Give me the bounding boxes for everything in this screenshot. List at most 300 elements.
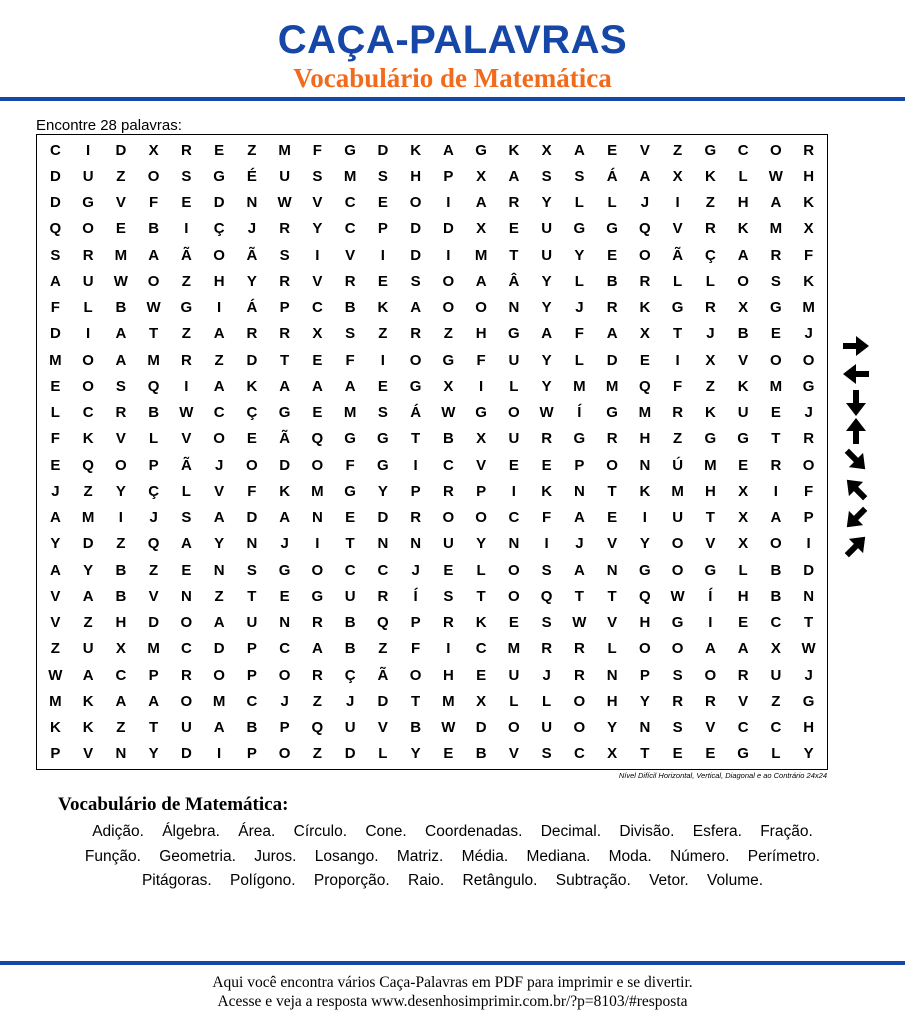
grid-cell[interactable]: G <box>344 141 356 159</box>
grid-cell[interactable]: R <box>770 246 782 264</box>
grid-cell[interactable]: G <box>737 745 749 763</box>
grid-cell[interactable]: G <box>442 351 455 369</box>
grid-cell[interactable]: L <box>705 272 715 290</box>
grid-cell[interactable]: G <box>573 220 586 238</box>
grid-cell[interactable]: M <box>343 167 357 185</box>
grid-cell[interactable]: I <box>413 456 418 474</box>
grid-cell[interactable]: Y <box>377 482 388 500</box>
grid-cell[interactable]: O <box>147 272 160 290</box>
grid-cell[interactable]: A <box>573 141 585 159</box>
grid-cell[interactable]: M <box>573 377 586 395</box>
grid-cell[interactable]: X <box>672 167 683 185</box>
grid-cell[interactable]: X <box>115 640 126 658</box>
grid-cell[interactable]: K <box>82 719 94 737</box>
grid-cell[interactable]: B <box>115 299 127 317</box>
grid-cell[interactable]: K <box>803 272 815 290</box>
grid-cell[interactable]: R <box>180 141 192 159</box>
grid-cell[interactable]: A <box>213 377 225 395</box>
grid-cell[interactable]: M <box>704 456 717 474</box>
grid-cell[interactable]: V <box>705 535 716 553</box>
grid-cell[interactable]: Í <box>413 587 418 605</box>
grid-cell[interactable]: L <box>83 299 93 317</box>
grid-cell[interactable]: G <box>704 561 717 579</box>
grid-cell[interactable]: Ç <box>246 404 258 422</box>
grid-cell[interactable]: R <box>246 325 258 343</box>
grid-cell[interactable]: V <box>607 614 618 632</box>
grid-cell[interactable]: F <box>345 456 355 474</box>
grid-cell[interactable]: I <box>544 535 549 553</box>
grid-cell[interactable]: K <box>737 220 749 238</box>
grid-cell[interactable]: S <box>279 246 290 264</box>
grid-cell[interactable]: R <box>672 404 684 422</box>
grid-cell[interactable]: Z <box>83 482 93 500</box>
grid-cell[interactable]: O <box>770 351 782 369</box>
grid-cell[interactable]: E <box>50 456 61 474</box>
grid-cell[interactable]: Z <box>378 640 388 658</box>
grid-cell[interactable]: Í <box>708 587 713 605</box>
grid-cell[interactable]: P <box>279 719 290 737</box>
grid-cell[interactable]: D <box>213 194 225 212</box>
grid-cell[interactable]: G <box>409 377 422 395</box>
grid-cell[interactable]: K <box>410 141 422 159</box>
grid-cell[interactable]: O <box>213 246 225 264</box>
grid-cell[interactable]: G <box>278 561 291 579</box>
grid-cell[interactable]: T <box>804 614 814 632</box>
grid-cell[interactable]: S <box>377 404 388 422</box>
grid-cell[interactable]: L <box>149 430 159 448</box>
grid-cell[interactable]: I <box>806 535 811 553</box>
grid-cell[interactable]: T <box>280 351 290 369</box>
grid-cell[interactable]: G <box>671 614 684 632</box>
grid-cell[interactable]: O <box>180 614 193 632</box>
grid-cell[interactable]: I <box>479 377 484 395</box>
grid-cell[interactable]: C <box>344 194 356 212</box>
grid-cell[interactable]: G <box>213 167 225 185</box>
grid-cell[interactable]: S <box>541 614 552 632</box>
grid-cell[interactable]: U <box>541 220 553 238</box>
grid-cell[interactable]: E <box>672 745 683 763</box>
grid-cell[interactable]: Q <box>311 719 324 737</box>
grid-cell[interactable]: Z <box>83 614 93 632</box>
grid-cell[interactable]: C <box>508 509 520 527</box>
grid-cell[interactable]: Q <box>311 430 324 448</box>
grid-cell[interactable]: A <box>475 272 487 290</box>
grid-cell[interactable]: O <box>671 640 684 658</box>
grid-cell[interactable]: Y <box>639 535 650 553</box>
grid-cell[interactable]: U <box>508 430 520 448</box>
grid-cell[interactable]: G <box>704 141 717 159</box>
grid-cell[interactable]: J <box>804 404 813 422</box>
grid-cell[interactable]: E <box>607 141 618 159</box>
grid-cell[interactable]: Ú <box>672 456 684 474</box>
grid-cell[interactable]: V <box>738 351 749 369</box>
grid-cell[interactable]: P <box>574 456 585 474</box>
grid-cell[interactable]: U <box>508 666 520 684</box>
grid-cell[interactable]: E <box>738 614 749 632</box>
grid-cell[interactable]: O <box>802 456 815 474</box>
grid-cell[interactable]: X <box>738 509 749 527</box>
grid-cell[interactable]: A <box>213 614 225 632</box>
grid-cell[interactable]: P <box>803 509 814 527</box>
grid-cell[interactable]: R <box>606 430 618 448</box>
grid-cell[interactable]: M <box>311 482 324 500</box>
grid-cell[interactable]: A <box>213 325 225 343</box>
grid-cell[interactable]: B <box>442 430 454 448</box>
grid-cell[interactable]: Y <box>541 194 552 212</box>
grid-cell[interactable]: T <box>149 325 159 343</box>
grid-cell[interactable]: G <box>573 430 586 448</box>
grid-cell[interactable]: O <box>508 404 520 422</box>
grid-cell[interactable]: Z <box>50 640 60 658</box>
grid-cell[interactable]: E <box>246 430 257 448</box>
grid-cell[interactable]: B <box>115 587 127 605</box>
grid-cell[interactable]: Z <box>771 692 781 710</box>
grid-cell[interactable]: Y <box>115 482 126 500</box>
grid-cell[interactable]: X <box>443 377 454 395</box>
grid-cell[interactable]: X <box>803 220 814 238</box>
grid-cell[interactable]: R <box>377 587 389 605</box>
grid-cell[interactable]: M <box>49 351 62 369</box>
grid-cell[interactable]: H <box>213 272 225 290</box>
grid-cell[interactable]: A <box>279 509 291 527</box>
grid-cell[interactable]: E <box>345 509 356 527</box>
grid-cell[interactable]: X <box>476 430 487 448</box>
grid-cell[interactable]: K <box>704 167 716 185</box>
grid-cell[interactable]: N <box>573 482 585 500</box>
grid-cell[interactable]: Á <box>246 299 258 317</box>
grid-cell[interactable]: L <box>50 404 60 422</box>
grid-cell[interactable]: R <box>279 220 291 238</box>
grid-cell[interactable]: S <box>312 167 323 185</box>
grid-cell[interactable]: K <box>475 614 487 632</box>
grid-cell[interactable]: U <box>508 351 520 369</box>
grid-cell[interactable]: K <box>377 299 389 317</box>
grid-cell[interactable]: A <box>148 692 160 710</box>
grid-cell[interactable]: R <box>639 272 651 290</box>
grid-cell[interactable]: T <box>640 745 650 763</box>
grid-cell[interactable]: T <box>509 246 519 264</box>
grid-cell[interactable]: E <box>181 194 192 212</box>
grid-cell[interactable]: B <box>770 587 782 605</box>
grid-cell[interactable]: E <box>639 351 650 369</box>
grid-cell[interactable]: J <box>345 692 355 710</box>
grid-cell[interactable]: U <box>82 272 94 290</box>
grid-cell[interactable]: V <box>607 535 618 553</box>
grid-cell[interactable]: K <box>279 482 291 500</box>
grid-cell[interactable]: L <box>574 272 584 290</box>
grid-cell[interactable]: S <box>770 272 781 290</box>
grid-cell[interactable]: C <box>344 220 356 238</box>
grid-cell[interactable]: J <box>411 561 420 579</box>
grid-cell[interactable]: U <box>770 666 782 684</box>
grid-cell[interactable]: Ã <box>672 246 684 264</box>
grid-cell[interactable]: N <box>508 535 520 553</box>
grid-cell[interactable]: B <box>737 325 749 343</box>
grid-cell[interactable]: G <box>802 377 815 395</box>
grid-cell[interactable]: P <box>148 456 159 474</box>
grid-cell[interactable]: J <box>214 456 224 474</box>
grid-cell[interactable]: R <box>344 272 356 290</box>
grid-cell[interactable]: P <box>410 482 421 500</box>
grid-cell[interactable]: R <box>803 141 815 159</box>
grid-cell[interactable]: A <box>704 640 716 658</box>
grid-cell[interactable]: O <box>508 587 520 605</box>
grid-cell[interactable]: U <box>541 246 553 264</box>
grid-cell[interactable]: D <box>803 561 815 579</box>
grid-cell[interactable]: G <box>344 482 356 500</box>
grid-cell[interactable]: A <box>180 535 192 553</box>
grid-cell[interactable]: M <box>81 509 95 527</box>
grid-cell[interactable]: L <box>738 561 748 579</box>
grid-cell[interactable]: C <box>344 561 356 579</box>
grid-cell[interactable]: G <box>671 299 684 317</box>
grid-cell[interactable]: L <box>509 692 519 710</box>
grid-cell[interactable]: G <box>606 220 618 238</box>
grid-cell[interactable]: Y <box>541 377 552 395</box>
grid-cell[interactable]: A <box>148 246 160 264</box>
grid-cell[interactable]: Y <box>541 351 552 369</box>
grid-cell[interactable]: P <box>50 745 61 763</box>
grid-cell[interactable]: O <box>671 535 684 553</box>
grid-cell[interactable]: J <box>280 692 289 710</box>
grid-cell[interactable]: H <box>442 666 454 684</box>
grid-cell[interactable]: U <box>246 614 258 632</box>
grid-cell[interactable]: D <box>475 719 487 737</box>
grid-cell[interactable]: Í <box>577 404 582 422</box>
grid-cell[interactable]: L <box>771 745 781 763</box>
grid-cell[interactable]: E <box>541 456 552 474</box>
grid-cell[interactable]: F <box>476 351 486 369</box>
grid-cell[interactable]: O <box>770 141 782 159</box>
grid-cell[interactable]: M <box>147 351 160 369</box>
grid-cell[interactable]: Ç <box>213 220 225 238</box>
grid-cell[interactable]: E <box>508 614 519 632</box>
grid-cell[interactable]: Z <box>705 194 715 212</box>
grid-cell[interactable]: Z <box>443 325 453 343</box>
grid-cell[interactable]: E <box>476 666 487 684</box>
grid-cell[interactable]: O <box>704 666 717 684</box>
grid-cell[interactable]: H <box>737 194 749 212</box>
grid-cell[interactable]: B <box>344 640 356 658</box>
grid-cell[interactable]: O <box>82 377 94 395</box>
grid-cell[interactable]: S <box>672 719 683 737</box>
grid-cell[interactable]: E <box>607 509 618 527</box>
grid-cell[interactable]: C <box>246 692 258 710</box>
grid-cell[interactable]: D <box>49 194 61 212</box>
grid-cell[interactable]: O <box>213 430 225 448</box>
grid-cell[interactable]: R <box>410 325 422 343</box>
grid-cell[interactable]: J <box>706 325 715 343</box>
grid-cell[interactable]: M <box>507 640 521 658</box>
grid-cell[interactable]: M <box>278 141 291 159</box>
grid-cell[interactable]: V <box>345 246 356 264</box>
grid-cell[interactable]: F <box>50 430 60 448</box>
grid-cell[interactable]: F <box>50 299 60 317</box>
grid-cell[interactable]: J <box>247 220 257 238</box>
grid-cell[interactable]: S <box>246 561 257 579</box>
grid-cell[interactable]: D <box>606 351 618 369</box>
grid-cell[interactable]: E <box>115 220 126 238</box>
grid-cell[interactable]: V <box>377 719 388 737</box>
grid-cell[interactable]: P <box>148 666 159 684</box>
grid-cell[interactable]: D <box>442 220 454 238</box>
grid-cell[interactable]: T <box>607 587 617 605</box>
grid-cell[interactable]: B <box>115 561 127 579</box>
grid-cell[interactable]: S <box>574 167 585 185</box>
grid-cell[interactable]: C <box>737 141 749 159</box>
grid-cell[interactable]: M <box>802 299 815 317</box>
grid-cell[interactable]: D <box>115 141 127 159</box>
grid-cell[interactable]: O <box>82 220 94 238</box>
grid-cell[interactable]: X <box>738 535 749 553</box>
grid-cell[interactable]: G <box>278 404 291 422</box>
grid-cell[interactable]: U <box>82 167 94 185</box>
grid-cell[interactable]: W <box>441 404 456 422</box>
grid-cell[interactable]: I <box>380 351 385 369</box>
grid-cell[interactable]: R <box>573 666 585 684</box>
grid-cell[interactable]: F <box>149 194 159 212</box>
grid-cell[interactable]: V <box>312 272 323 290</box>
grid-cell[interactable]: B <box>606 272 618 290</box>
grid-cell[interactable]: M <box>671 482 684 500</box>
grid-cell[interactable]: O <box>573 719 586 737</box>
grid-cell[interactable]: E <box>279 587 290 605</box>
grid-cell[interactable]: Z <box>214 351 224 369</box>
grid-cell[interactable]: R <box>704 692 716 710</box>
grid-cell[interactable]: N <box>508 299 520 317</box>
grid-cell[interactable]: X <box>312 325 323 343</box>
grid-cell[interactable]: X <box>738 299 749 317</box>
grid-cell[interactable]: S <box>181 167 192 185</box>
grid-cell[interactable]: S <box>541 561 552 579</box>
grid-cell[interactable]: M <box>442 692 455 710</box>
grid-cell[interactable]: O <box>311 456 324 474</box>
grid-cell[interactable]: L <box>181 482 191 500</box>
grid-cell[interactable]: K <box>737 377 749 395</box>
grid-cell[interactable]: O <box>508 719 520 737</box>
grid-cell[interactable]: E <box>508 456 519 474</box>
grid-cell[interactable]: E <box>607 246 618 264</box>
grid-cell[interactable]: X <box>738 482 749 500</box>
grid-cell[interactable]: K <box>704 404 716 422</box>
grid-cell[interactable]: E <box>770 404 781 422</box>
grid-cell[interactable]: H <box>737 587 749 605</box>
grid-cell[interactable]: I <box>184 377 189 395</box>
grid-cell[interactable]: A <box>82 666 94 684</box>
grid-cell[interactable]: S <box>541 745 552 763</box>
grid-cell[interactable]: C <box>279 640 291 658</box>
grid-cell[interactable]: F <box>247 482 257 500</box>
grid-cell[interactable]: W <box>277 194 292 212</box>
grid-cell[interactable]: E <box>738 456 749 474</box>
grid-cell[interactable]: Ç <box>344 666 356 684</box>
grid-cell[interactable]: Y <box>803 745 814 763</box>
grid-cell[interactable]: U <box>442 535 454 553</box>
grid-cell[interactable]: Y <box>476 535 487 553</box>
grid-cell[interactable]: S <box>410 272 421 290</box>
grid-cell[interactable]: B <box>344 614 356 632</box>
grid-cell[interactable]: L <box>574 351 584 369</box>
grid-cell[interactable]: O <box>213 666 225 684</box>
grid-cell[interactable]: G <box>737 430 749 448</box>
grid-cell[interactable]: U <box>344 719 356 737</box>
grid-cell[interactable]: M <box>638 404 652 422</box>
grid-cell[interactable]: X <box>476 692 487 710</box>
grid-cell[interactable]: R <box>180 666 192 684</box>
grid-cell[interactable]: M <box>147 640 160 658</box>
grid-cell[interactable]: Q <box>82 456 94 474</box>
grid-cell[interactable]: S <box>541 167 552 185</box>
grid-cell[interactable]: K <box>508 141 520 159</box>
grid-cell[interactable]: Q <box>147 377 160 395</box>
grid-cell[interactable]: F <box>804 246 814 264</box>
grid-cell[interactable]: S <box>672 666 683 684</box>
grid-cell[interactable]: O <box>475 509 487 527</box>
grid-cell[interactable]: R <box>279 272 291 290</box>
grid-cell[interactable]: W <box>441 719 456 737</box>
grid-cell[interactable]: J <box>575 535 584 553</box>
grid-cell[interactable]: V <box>476 456 487 474</box>
grid-cell[interactable]: A <box>508 167 520 185</box>
grid-cell[interactable]: Z <box>312 692 322 710</box>
grid-cell[interactable]: Z <box>673 141 683 159</box>
grid-cell[interactable]: G <box>475 404 487 422</box>
grid-cell[interactable]: F <box>574 325 584 343</box>
grid-cell[interactable]: X <box>639 325 650 343</box>
grid-cell[interactable]: A <box>475 194 487 212</box>
grid-cell[interactable]: Z <box>378 325 388 343</box>
grid-cell[interactable]: A <box>213 719 225 737</box>
grid-cell[interactable]: G <box>508 325 520 343</box>
grid-cell[interactable]: C <box>213 404 225 422</box>
grid-cell[interactable]: Y <box>312 220 323 238</box>
grid-cell[interactable]: N <box>115 745 127 763</box>
grid-cell[interactable]: Z <box>247 141 257 159</box>
grid-cell[interactable]: U <box>279 167 291 185</box>
grid-cell[interactable]: W <box>768 167 783 185</box>
grid-cell[interactable]: V <box>705 719 716 737</box>
grid-cell[interactable]: I <box>86 141 91 159</box>
grid-cell[interactable]: C <box>737 719 749 737</box>
grid-cell[interactable]: P <box>279 299 290 317</box>
grid-cell[interactable]: M <box>605 377 619 395</box>
grid-cell[interactable]: Ç <box>704 246 716 264</box>
grid-cell[interactable]: P <box>476 482 487 500</box>
grid-cell[interactable]: D <box>410 220 422 238</box>
grid-cell[interactable]: G <box>802 692 815 710</box>
grid-cell[interactable]: E <box>377 272 388 290</box>
grid-cell[interactable]: T <box>411 692 421 710</box>
grid-cell[interactable]: E <box>50 377 61 395</box>
grid-cell[interactable]: D <box>377 692 389 710</box>
grid-cell[interactable]: O <box>311 561 324 579</box>
grid-cell[interactable]: G <box>344 430 356 448</box>
grid-cell[interactable]: R <box>573 640 585 658</box>
grid-cell[interactable]: I <box>380 246 385 264</box>
grid-cell[interactable]: J <box>640 194 650 212</box>
grid-cell[interactable]: U <box>180 719 192 737</box>
grid-cell[interactable]: C <box>82 404 94 422</box>
grid-cell[interactable]: I <box>86 325 91 343</box>
grid-cell[interactable]: Z <box>181 272 191 290</box>
grid-cell[interactable]: Y <box>541 299 552 317</box>
grid-cell[interactable]: N <box>180 587 192 605</box>
grid-cell[interactable]: B <box>770 561 782 579</box>
grid-cell[interactable]: M <box>49 692 62 710</box>
grid-cell[interactable]: P <box>246 640 257 658</box>
grid-cell[interactable]: B <box>475 745 487 763</box>
grid-cell[interactable]: K <box>246 377 258 395</box>
